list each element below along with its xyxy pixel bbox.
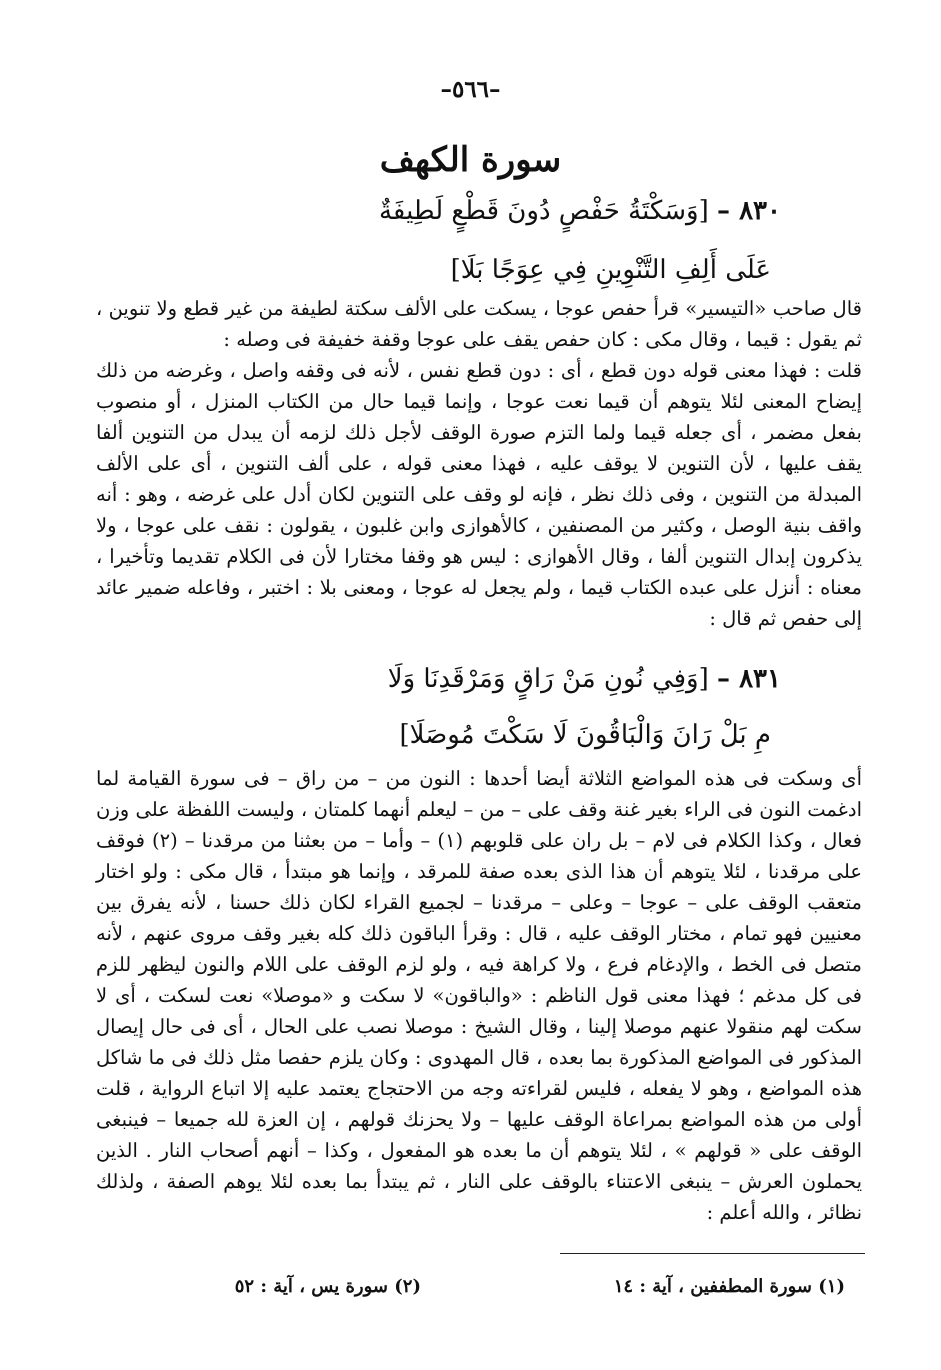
footnote-1: (١) سورة المطففين ، آية : ١٤ xyxy=(613,1276,845,1297)
verse-831-text-1: [وَفِي نُونِ مَنْ رَاقٍ وَمَرْقَدِنَا وَلَا xyxy=(387,664,709,694)
commentary-830-paragraph-2: قلت : فهذا معنى قوله دون قطع ، أى : دون قطع نفس ، لأنه فى وقفه واصل ، وغرضه من ذلك إيضاح المعنى لئلا يتوهم أن قيما نعت عوجا ، وإنما قيما حال من الكتاب المنزل ، أو منصوب بفعل مضمر ، أى جعله قيما ولما التزم صورة الوقف لأجل ذلك لزمه أن يبدل من التنوين ألفا يقف عليها ، لأن التنوين لا يوقف عليه ، فهذا معنى قوله ، على ألف التنوين ، أى على الألف المبدلة من التنوين ، وفى ذلك نظر ، فإنه لو وقف على التنوين لكان أدل على غرضه ، وهو : أنه واقف بنية الوصل ، وكثير من المصنفين ، كالأهوازى وابن غلبون ، يقولون : نقف على عوجا ، ولا يذكرون إبدال التنوين ألفا ، وقال الأهوازى : ليس هو وقفا مختارا لأن فى الكلام تقديما وتأخيرا ، معناه : أنزل على عبده الكتاب قيما ، ولم يجعل له عوجا ، ومعنى بلا : اختبر ، وفاعله ضمير عائد إلى حفص ثم قال : xyxy=(96,359,862,630)
verse-831-line-1 xyxy=(388,664,781,694)
commentary-831-paragraph: أى وسكت فى هذه المواضع الثلاثة أيضا أحدها : النون من – من راق – فى سورة القيامة لما ادغمت النون فى الراء بغير غنة وقف على – من – ليعلم أنهما كلمتان ، وليست اللفظة على وزن فعال ، وكذا الكلام فى لام – بل ران على قلوبهم (١) – وأما – من بعثنا من مرقدنا – (٢) فوقف على مرقدنا ، لئلا يتوهم أن هذا الذى بعده صفة للمرقد ، وإنما هو مبتدأ ، قال مكى : ولو اختار متعقب الوقف على – عوجا – وعلى – مرقدنا – لجميع القراء لكان ذلك حسنا ، لأنه يفرق بين معنيين فهو تمام ، مختار الوقف عليه ، قال : وقرأ الباقون ذلك كله بغير وقف مروى عنهم ، لأنه متصل فى الخط ، والإدغام فرع ، ولا كراهة فيه ، ولو لزم الوقف على اللام والنون ليظهر للزم فى كل مدغم ؛ فهذا معنى قول الناظم : «والباقون» لا سكت و «موصلا» نعت لسكت ، أى لا سكت لهم منقولا عنهم موصلا إلينا ، وقال الشيخ : موصلا نصب على الحال ، أى فى حال إيصال المذكور فى المواضع المذكورة بما بعده ، قال المهدوى : وكان يلزم حفصا مثل ذلك فى ما شاكل هذه المواضع ، وهو لا يفعله ، فليس لقراءته وجه من الاحتجاج يعتمد عليه إلا اتباع الرواية ، قلت أولى من هذه المواضع بمراعاة الوقف عليها – ولا يحزنك قولهم ، إن العزة لله جميعا – فينبغى الوقف على « قولهم » ، لئلا يتوهم أن ما بعده هو المفعول ، وكذا – أنهم أصحاب النار . الذين يحملون العرش – ينبغى الاعتناء بالوقف على النار ، ثم يبتدأ بما بعده لئلا يوهم الصفة ، ولذلك نظائر ، والله أعلم : xyxy=(96,767,862,1224)
commentary-830 xyxy=(96,293,862,634)
footnote-2: (٢) سورة يس ، آية : ٥٢ xyxy=(234,1276,421,1297)
commentary-830-paragraph-1: قال صاحب «التيسير» قرأ حفص عوجا ، يسكت على الألف سكتة لطيفة من غير قطع ولا تنوين ، ثم يقول : قيما ، وقال مكى : كان حفص يقف على عوجا وقفة خفيفة فى وصله : xyxy=(96,297,862,351)
verse-830-line-2: عَلَى أَلِفِ التَّنْوِينِ فِي عِوَجًا بَلَا] xyxy=(450,255,771,285)
commentary-831 xyxy=(96,763,862,1228)
verse-831-line-2: مِ بَلْ رَانَ وَالْبَاقُونَ لَا سَكْتَ مُوصَلَا] xyxy=(399,720,771,750)
page-number: –٥٦٦– xyxy=(440,76,501,103)
verse-830-text-1: [وَسَكْتَةُ حَفْصٍ دُونَ قَطْعٍ لَطِيفَةٌ xyxy=(378,196,709,226)
verse-831-number: ٨٣١ – xyxy=(717,664,781,694)
verse-830-number: ٨٣٠ – xyxy=(717,196,781,226)
footnote-divider xyxy=(560,1253,865,1254)
verse-830-line-1 xyxy=(379,196,781,226)
surah-title: سورة الكهف xyxy=(379,140,562,180)
